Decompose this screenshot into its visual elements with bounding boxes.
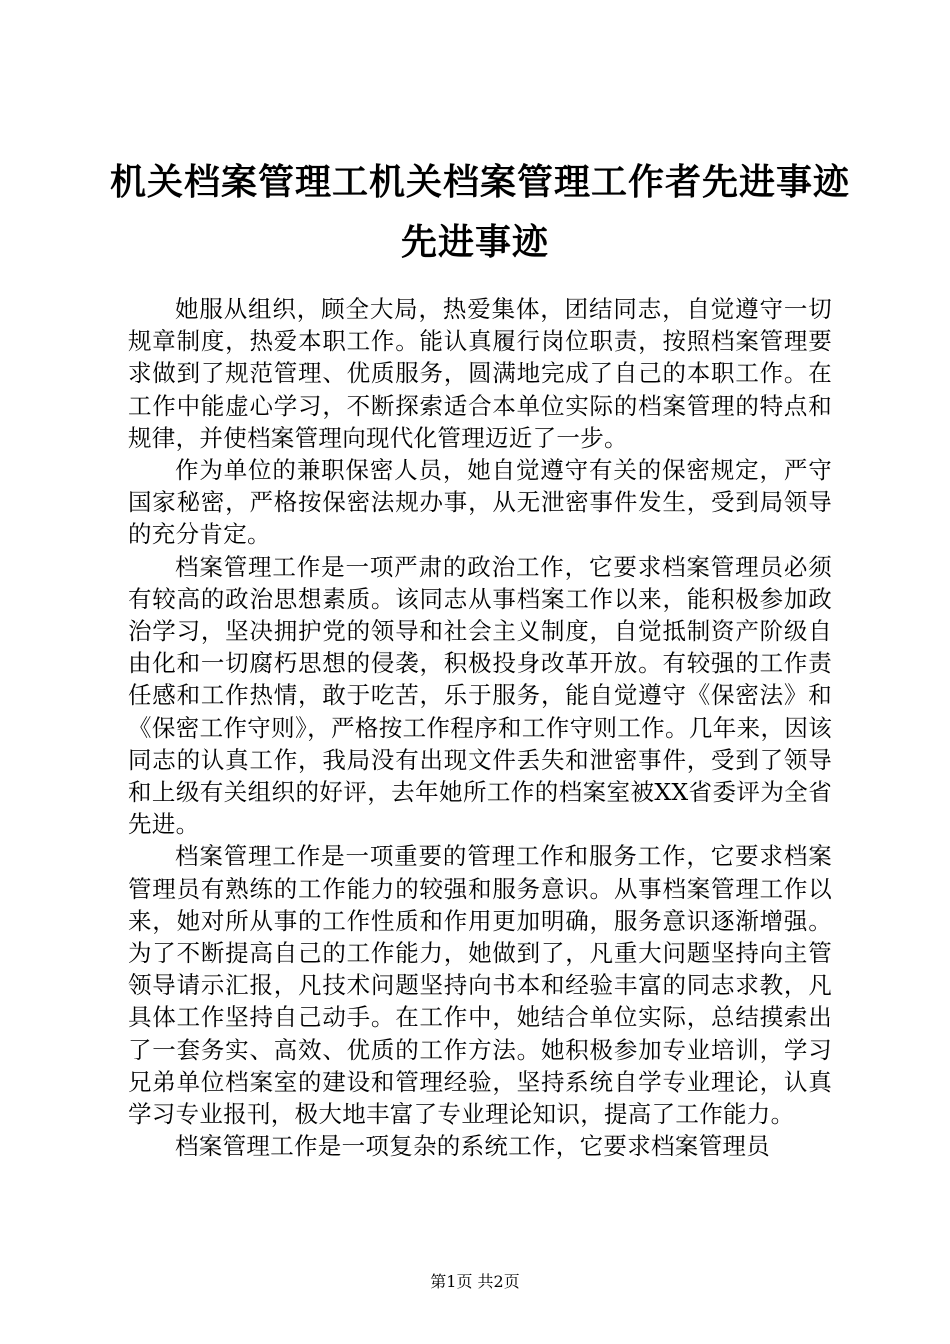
paragraph-2: 作为单位的兼职保密人员，她自觉遵守有关的保密规定，严守国家秘密，严格按保密法规办事，从无泄密事件发生，受到局领导的充分肯定。	[128, 456, 832, 549]
document-title-line-1: 机关档案管理工机关档案管理工作者先进事迹	[110, 161, 851, 203]
paragraph-5: 档案管理工作是一项复杂的系统工作，它要求档案管理员	[175, 1132, 770, 1161]
page-footer: 第1页 共2页	[430, 1272, 520, 1291]
paragraph-3: 档案管理工作是一项严肃的政治工作，它要求档案管理员必须有较高的政治思想素质。该同志从事档案工作以来，能积极参加政治学习，坚决拥护党的领导和社会主义制度，自觉抵制资产阶级自由化和一切腐朽思想的侵袭，积极投身改革开放。有较强的工作责任感和工作热情，敢于吃苦，乐于服务，能自觉遵守《保密法》和《保密工作守则》，严格按工作程序和工作守则工作。几年来，因该同志的认真工作，我局没有出现文件丢失和泄密事件，受到了领导和上级有关组织的好评，去年她所工作的档案室被XX省委评为全省先进。	[128, 552, 832, 839]
document-title-line-2: 先进事迹	[400, 221, 549, 263]
paragraph-4: 档案管理工作是一项重要的管理工作和服务工作，它要求档案管理员有熟练的工作能力的较强和服务意识。从事档案管理工作以来，她对所从事的工作性质和作用更加明确，服务意识逐渐增强。为了不断提高自己的工作能力，她做到了，凡重大问题坚持向主管领导请示汇报，凡技术问题坚持向书本和经验丰富的同志求教，凡具体工作坚持自己动手。在工作中，她结合单位实际，总结摸索出了一套务实、高效、优质的工作方法。她积极参加专业培训，学习兄弟单位档案室的建设和管理经验，坚持系统自学专业理论，认真学习专业报刊，极大地丰富了专业理论知识，提高了工作能力。	[128, 842, 832, 1129]
document-body	[128, 293, 832, 1162]
paragraph-1: 她服从组织，顾全大局，热爱集体，团结同志，自觉遵守一切规章制度，热爱本职工作。能认真履行岗位职责，按照档案管理要求做到了规范管理、优质服务，圆满地完成了自己的本职工作。在工作中能虚心学习，不断探索适合本单位实际的档案管理的特点和规律，并使档案管理向现代化管理迈近了一步。	[128, 295, 832, 452]
